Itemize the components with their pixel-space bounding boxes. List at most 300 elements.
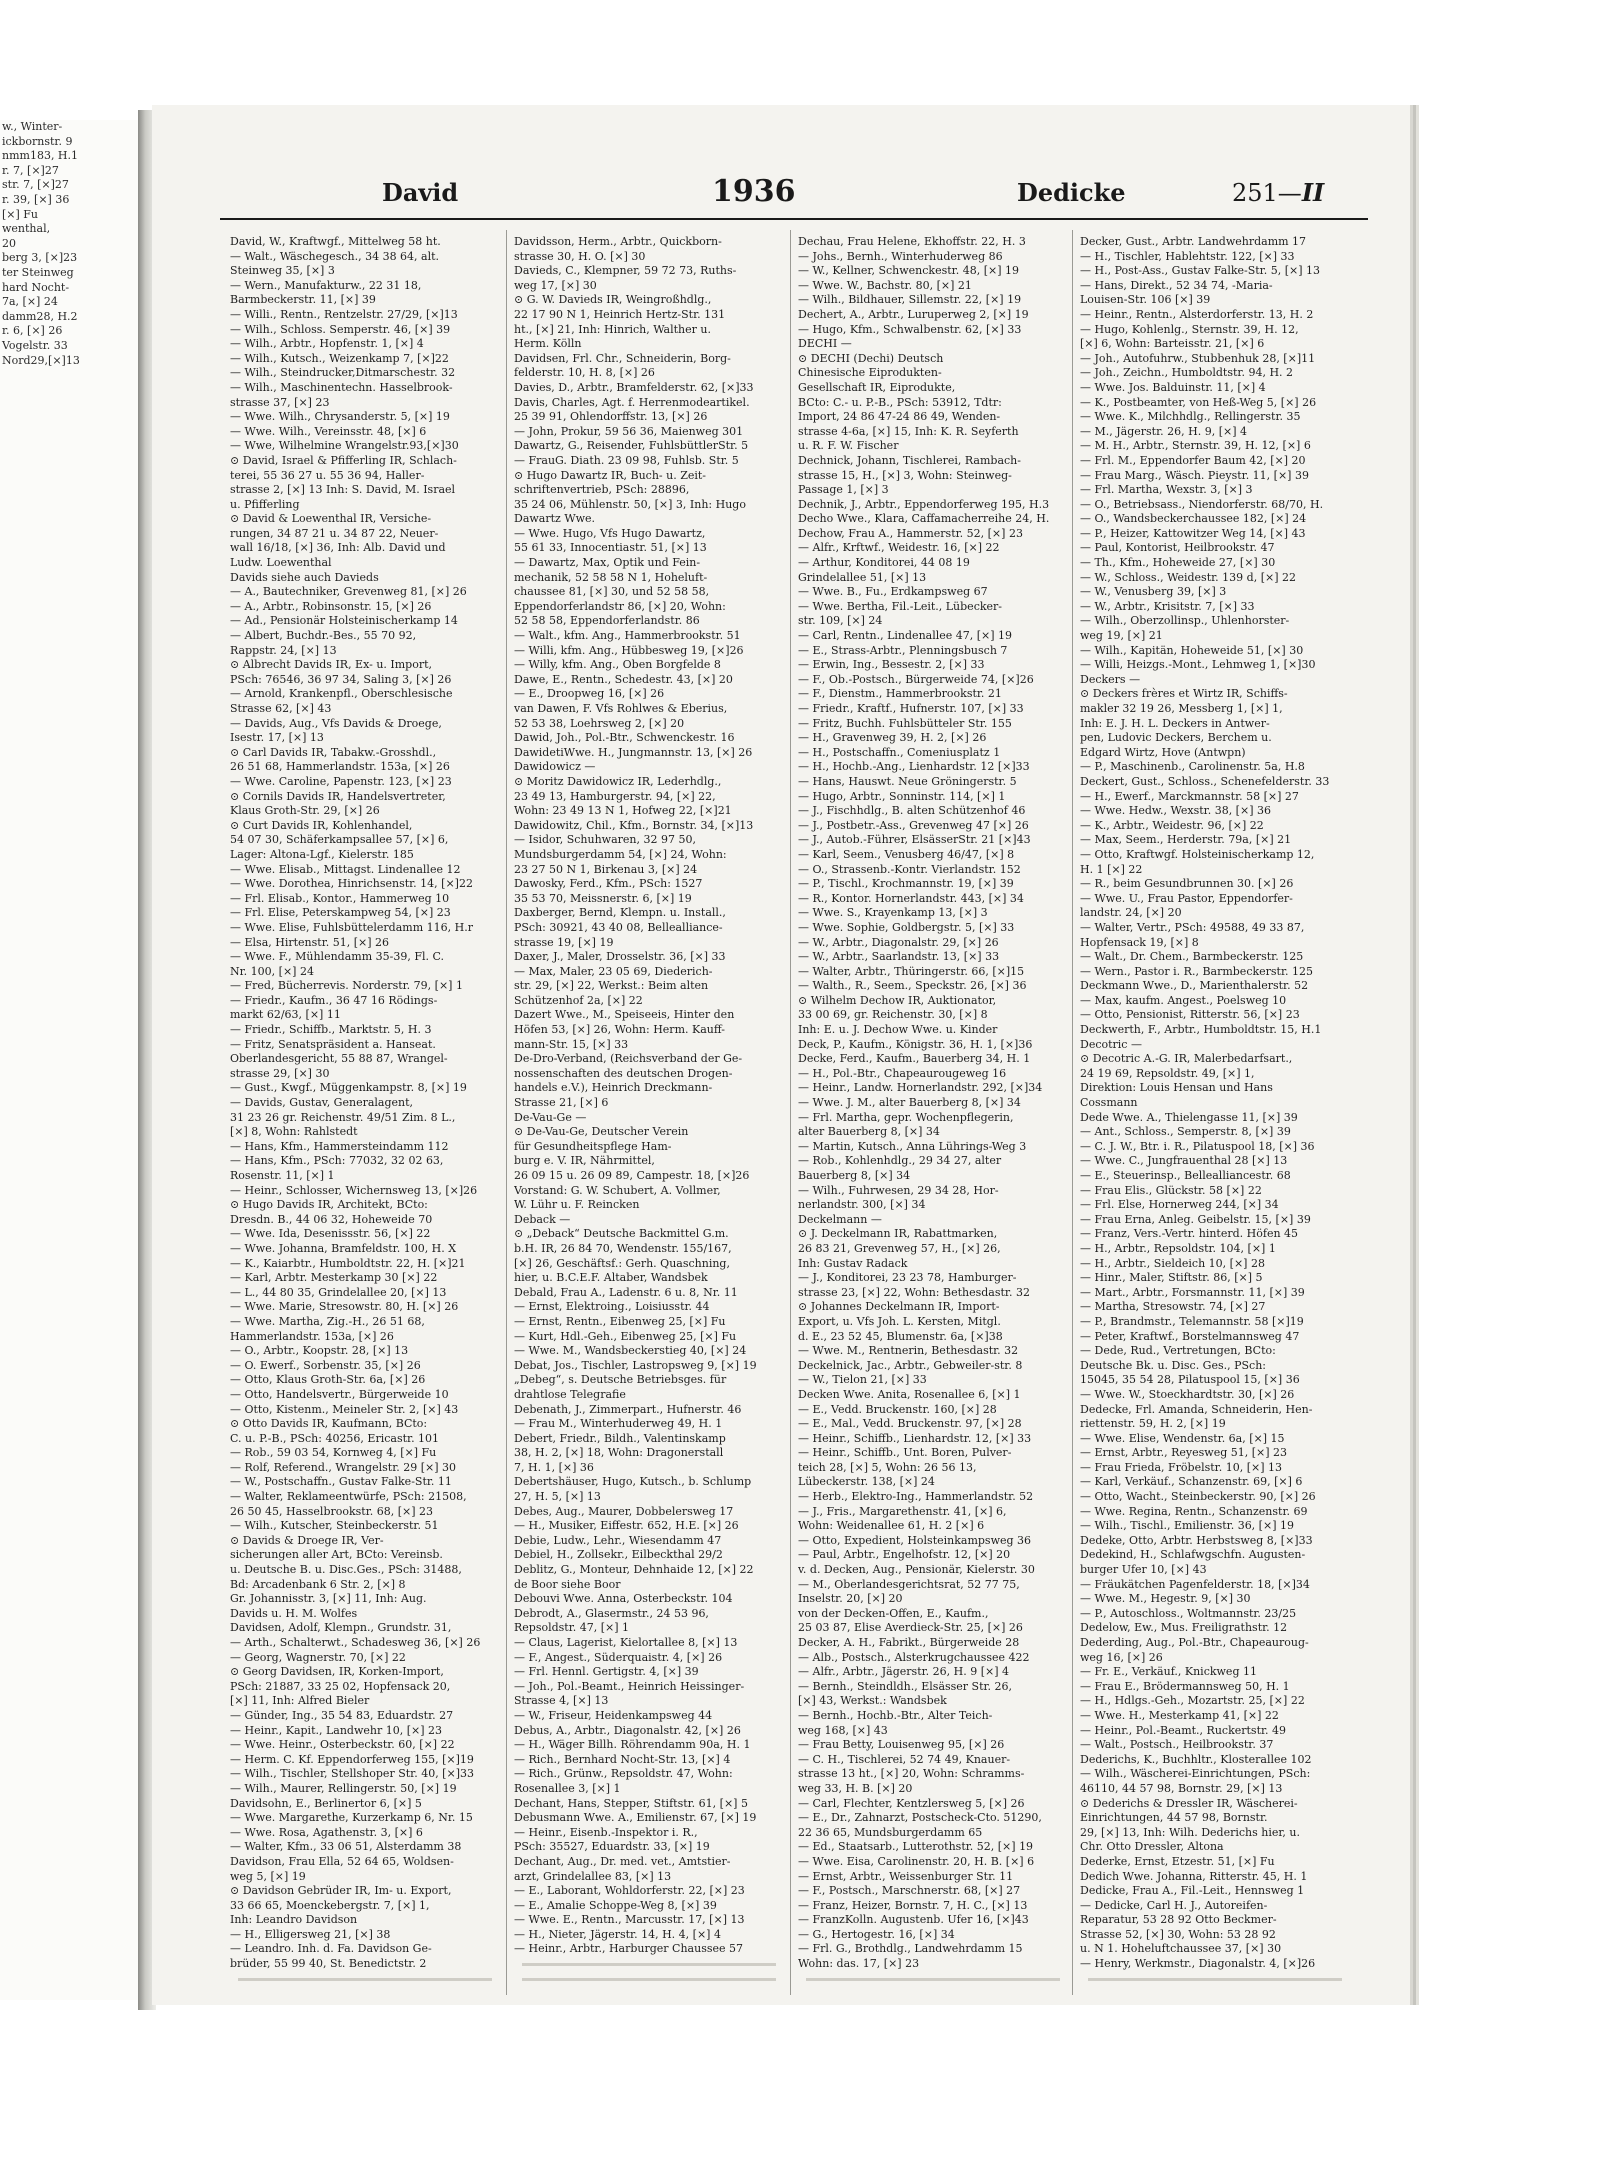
directory-entry-line: — E., Vedd. Bruckenstr. 160, [×] 28	[798, 1402, 997, 1416]
directory-entry-line: Barmbeckerstr. 11, [×] 39	[230, 293, 376, 307]
directory-entry-line: — W., Arbtr., Saarlandstr. 13, [×] 33	[798, 950, 1000, 964]
directory-entry-line: — Wilh., Tischler, Stellshoper Str. 40, [×]33	[230, 1767, 474, 1781]
directory-entry-line: — Rob., 59 03 54, Kornweg 4, [×] Fu	[230, 1446, 437, 1460]
left-page-line: r. 39, [×] 36	[2, 192, 70, 206]
directory-entry-line: Decho Wwe., Klara, Caffamacherreihe 24, H.	[798, 512, 1050, 526]
directory-entry-line: — Frau Elis., Glückstr. 58 [×] 22	[1080, 1183, 1262, 1197]
directory-entry-line: Dawidowitz, Chil., Kfm., Bornstr. 34, [×]13	[514, 818, 754, 832]
directory-entry-line: Herm. Kölln	[514, 337, 582, 351]
directory-entry-line: — Wwe. C., Jungfrauenthal 28 [×] 13	[1080, 1154, 1288, 1168]
directory-entry-line: 7, H. 1, [×] 36	[514, 1460, 594, 1474]
directory-entry-line: — A., Bautechniker, Grevenweg 81, [×] 26	[230, 585, 467, 599]
directory-entry-line: rungen, 34 87 21 u. 34 87 22, Neuer-	[230, 526, 439, 540]
directory-entry-line: — K., Postbeamter, von Heß-Weg 5, [×] 26	[1080, 395, 1317, 409]
directory-entry-line: — G., Hertogestr. 16, [×] 34	[798, 1927, 955, 1941]
directory-entry-line: ⊙ Dederichs & Dressler IR, Wäscherei-	[1080, 1796, 1298, 1810]
directory-entry-line: Dedecke, Frl. Amanda, Schneiderin, Hen-	[1080, 1402, 1313, 1416]
directory-entry-line: Höfen 53, [×] 26, Wohn: Herm. Kauff-	[514, 1023, 725, 1037]
directory-entry-line: — Erwin, Ing., Bessestr. 2, [×] 33	[798, 658, 985, 672]
directory-entry-line: — Frl. Else, Hornerweg 244, [×] 34	[1080, 1198, 1279, 1212]
directory-page	[152, 105, 1410, 2005]
directory-entry-line: — Wwe. Rosa, Agathenstr. 3, [×] 6	[230, 1825, 423, 1839]
directory-entry-line: — Franz, Heizer, Bornstr. 7, H. C., [×] 13	[798, 1898, 1028, 1912]
directory-entry-line: strasse 30, H. O. [×] 30	[514, 249, 646, 263]
directory-entry-line: Mundsburgerdamm 54, [×] 24, Wohn:	[514, 847, 727, 861]
directory-entry-line: weg 19, [×] 21	[1080, 629, 1163, 643]
directory-entry-line: — Frl. Martha, Wexstr. 3, [×] 3	[1080, 483, 1253, 497]
directory-entry-line: Dechant, Hans, Stepper, Stiftstr. 61, [×] 5	[514, 1796, 748, 1810]
directory-entry-line: — Wwe. Martha, Zig.-H., 26 51 68,	[230, 1314, 425, 1328]
directory-entry-line: — Friedr., Kraftf., Hufnerstr. 107, [×] 33	[798, 702, 1024, 715]
directory-entry-line: Dawe, E., Rentn., Schedestr. 43, [×] 20	[514, 672, 733, 686]
directory-entry-line: Debes, Aug., Maurer, Dobbelersweg 17	[514, 1504, 734, 1518]
directory-entry-line: — F., Dienstm., Hammerbrookstr. 21	[798, 687, 1002, 701]
directory-entry-line: — F., Ob.-Postsch., Bürgerweide 74, [×]26	[798, 672, 1034, 686]
directory-entry-line: — Wwe. M., Wandsbeckerstieg 40, [×] 24	[514, 1344, 747, 1358]
directory-entry-line: markt 62/63, [×] 11	[230, 1008, 341, 1022]
directory-entry-line: — K., Kaiarbtr., Humboldtstr. 22, H. [×]21	[230, 1256, 466, 1270]
directory-entry-line: Repsoldstr. 47, [×] 1	[514, 1621, 630, 1635]
directory-entry-line: — Heinr., Arbtr., Harburger Chaussee 57	[514, 1942, 743, 1956]
directory-entry-line: — Karl, Verkäuf., Schanzenstr. 69, [×] 6	[1080, 1475, 1303, 1489]
directory-entry-line: ⊙ „Deback“ Deutsche Backmittel G.m.	[514, 1227, 729, 1241]
directory-entry-line: Ludw. Loewenthal	[230, 556, 332, 570]
directory-entry-line: — Dedicke, Carl H. J., Autoreifen-	[1080, 1898, 1268, 1912]
faded-text-line	[1080, 1972, 1348, 1987]
directory-entry-line: — Frau Betty, Louisenweg 95, [×] 26	[798, 1738, 1005, 1752]
directory-entry-line: — M., Jägerstr. 26, H. 9, [×] 4	[1080, 424, 1247, 438]
column-1	[230, 235, 498, 1995]
directory-entry-line: — Karl, Arbtr. Mesterkamp 30 [×] 22	[230, 1271, 438, 1285]
directory-entry-line: — J., Konditorei, 23 23 78, Hamburger-	[798, 1271, 1017, 1285]
directory-entry-line: teich 28, [×] 5, Wohn: 26 56 13,	[798, 1460, 977, 1474]
directory-entry-line: ⊙ Johannes Deckelmann IR, Import-	[798, 1300, 1000, 1314]
directory-entry-line: makler 32 19 26, Messberg 1, [×] 1,	[1080, 702, 1283, 715]
directory-entry-line: — Georg, Wagnerstr. 70, [×] 22	[230, 1650, 406, 1664]
directory-entry-line: — Walter, Vertr., PSch: 49588, 49 33 87,	[1080, 920, 1305, 934]
directory-entry-line: Dawid, Joh., Pol.-Btr., Schwenckestr. 16	[514, 731, 735, 745]
directory-entry-line: Strasse 52, [×] 30, Wohn: 53 28 92	[1080, 1927, 1276, 1941]
directory-entry-line: strasse 23, [×] 22, Wohn: Bethesdastr. 32	[798, 1285, 1030, 1299]
directory-entry-line: ⊙ Otto Davids IR, Kaufmann, BCto:	[230, 1417, 428, 1431]
directory-entry-line: — Max, Seem., Herderstr. 79a, [×] 21	[1080, 833, 1292, 847]
directory-entry-line: u. R. F. W. Fischer	[798, 439, 899, 453]
left-page-line: r. 7, [×]27	[2, 163, 59, 177]
directory-entry-line: Davidsohn, E., Berlinertor 6, [×] 5	[230, 1796, 422, 1810]
directory-entry-line: ⊙ Hugo Dawartz IR, Buch- u. Zeit-	[514, 468, 707, 482]
directory-entry-line: Gr. Johannisstr. 3, [×] 11, Inh: Aug.	[230, 1592, 427, 1606]
directory-entry-line: — Mart., Arbtr., Forsmannstr. 11, [×] 39	[1080, 1285, 1305, 1299]
directory-entry-line: — P., Maschinenb., Carolinenstr. 5a, H.8	[1080, 760, 1305, 774]
left-page-line: [×] Fu	[2, 207, 39, 221]
directory-entry-line: — P., Tischl., Krochmannstr. 19, [×] 39	[798, 877, 1014, 891]
directory-entry-line: ⊙ Hugo Davids IR, Architekt, BCto:	[230, 1198, 428, 1212]
directory-entry-line: strasse 15, H., [×] 3, Wohn: Steinweg-	[798, 468, 1012, 482]
directory-entry-line: — Arth., Schalterwt., Schadesweg 36, [×] 26	[230, 1636, 481, 1649]
directory-entry-line: — Wwe. Elise, Fuhlsbüttelerdamm 116, H.r	[230, 920, 473, 934]
directory-entry-line: 38, H. 2, [×] 18, Wohn: Dragonerstall	[514, 1446, 724, 1460]
directory-entry-line: — Wern., Pastor i. R., Barmbeckerstr. 125	[1080, 964, 1314, 978]
directory-entry-line: — Wwe. S., Krayenkamp 13, [×] 3	[798, 906, 988, 920]
directory-entry-line: — Otto, Wacht., Steinbeckerstr. 90, [×] 26	[1080, 1490, 1316, 1504]
faded-text-line	[514, 1972, 782, 1987]
directory-entry-line: DawidetiWwe. H., Jungmannstr. 13, [×] 26	[514, 745, 753, 759]
directory-entry-line: ⊙ Deckers frères et Wirtz IR, Schiffs-	[1080, 687, 1288, 701]
directory-entry-line: — Hans, Kfm., Hammersteindamm 112	[230, 1139, 449, 1153]
directory-entry-line: — W., Arbtr., Krisitstr. 7, [×] 33	[1080, 599, 1255, 613]
directory-entry-line: Deckwerth, F., Arbtr., Humboldtstr. 15, H.1	[1080, 1023, 1322, 1037]
directory-entry-line: — Wwe. F., Mühlendamm 35-39, Fl. C.	[230, 950, 445, 964]
directory-entry-line: ⊙ G. W. Davieds IR, Weingroßhdlg.,	[514, 293, 712, 307]
running-header	[152, 174, 1410, 218]
directory-entry-line: Klaus Groth-Str. 29, [×] 26	[230, 804, 380, 818]
directory-entry-line: weg 5, [×] 19	[230, 1869, 306, 1883]
directory-entry-line: — L., 44 80 35, Grindelallee 20, [×] 13	[230, 1285, 447, 1299]
directory-entry-line: Dawartz Wwe.	[514, 512, 596, 526]
directory-entry-line: — John, Prokur, 59 56 36, Maienweg 301	[514, 424, 744, 438]
directory-entry-line: handels e.V.), Heinrich Dreckmann-	[514, 1081, 713, 1095]
directory-entry-line: Chr. Otto Dressler, Altona	[1080, 1840, 1224, 1854]
directory-entry-line: — Joh., Autofuhrw., Stubbenhuk 28, [×]11	[1080, 351, 1316, 365]
directory-entry-line: Debertshäuser, Hugo, Kutsch., b. Schlump	[514, 1475, 752, 1489]
left-page-line: 20	[2, 236, 16, 250]
directory-entry-line: — F., Postsch., Marschnerstr. 68, [×] 27	[798, 1884, 1021, 1898]
directory-entry-line: — Joh., Pol.-Beamt., Heinrich Heissinger-	[514, 1679, 745, 1693]
directory-entry-line: BCto: C.- u. P.-B., PSch: 53912, Tdtr:	[798, 395, 1002, 409]
directory-entry-line: — W., Venusberg 39, [×] 3	[1080, 585, 1227, 599]
directory-entry-line: ⊙ David, Israel & Pfifferling IR, Schlach-	[230, 453, 457, 467]
directory-entry-line: — H., Hdlgs.-Geh., Mozartstr. 25, [×] 22	[1080, 1694, 1305, 1708]
directory-entry-line: Grindelallee 51, [×] 13	[798, 570, 927, 584]
directory-entry-line: Oberlandesgericht, 55 88 87, Wrangel-	[230, 1052, 448, 1066]
directory-entry-line: 27, H. 5, [×] 13	[514, 1490, 601, 1504]
directory-entry-line: — H., Hochb.-Ang., Lienhardstr. 12 [×]33	[798, 760, 1030, 774]
page-number: 251—II	[1232, 178, 1325, 207]
left-page-line: r. 6, [×] 26	[2, 324, 63, 338]
directory-entry-line: ⊙ Decotric A.-G. IR, Malerbedarfsart.,	[1080, 1052, 1293, 1066]
directory-entry-line: mechanik, 52 58 58 N 1, Hoheluft-	[514, 570, 708, 584]
directory-entry-line: burg e. V. IR, Nährmittel,	[514, 1154, 655, 1168]
directory-entry-line: [×] 43, Werkst.: Wandsbek	[798, 1694, 947, 1708]
directory-entry-line: Debouvi Wwe. Anna, Osterbeckstr. 104	[514, 1592, 733, 1606]
directory-entry-line: — Otto, Klaus Groth-Str. 6a, [×] 26	[230, 1373, 426, 1387]
left-page-line: wenthal,	[2, 222, 51, 236]
directory-entry-line: Dresdn. B., 44 06 32, Hoheweide 70	[230, 1212, 433, 1226]
directory-entry-line: — Ed., Staatsarb., Lutterothstr. 52, [×] 19	[798, 1840, 1034, 1854]
directory-entry-line: Import, 24 86 47-24 86 49, Wenden-	[798, 410, 1001, 424]
directory-entry-line: 29, [×] 13, Inh: Wilh. Dederichs hier, u.	[1080, 1825, 1300, 1839]
directory-entry-line: — Martha, Stresowstr. 74, [×] 27	[1080, 1300, 1266, 1314]
directory-entry-line: Dawidowicz —	[514, 760, 596, 774]
directory-entry-line: H. 1 [×] 22	[1080, 862, 1143, 876]
directory-entry-line: — FranzKolln. Augustenb. Ufer 16, [×]43	[798, 1913, 1029, 1927]
directory-entry-line: Louisen-Str. 106 [×] 39	[1080, 293, 1211, 307]
directory-entry-line: Rosenallee 3, [×] 1	[514, 1781, 621, 1795]
directory-entry-line: ⊙ Davids & Droege IR, Ver-	[230, 1533, 384, 1547]
directory-entry-line: burger Ufer 10, [×] 43	[1080, 1563, 1207, 1577]
directory-entry-line: Decotric —	[1080, 1037, 1142, 1051]
directory-entry-line: brüder, 55 99 40, St. Benedictstr. 2	[230, 1957, 427, 1971]
directory-entry-line: — Frau Erna, Anleg. Geibelstr. 15, [×] 39	[1080, 1212, 1311, 1226]
directory-entry-line: 22 36 65, Mundsburgerdamm 65	[798, 1825, 983, 1839]
directory-entry-line: — FrauG. Diath. 23 09 98, Fuhlsb. Str. 5	[514, 453, 739, 467]
directory-entry-line: — Heinr., Schlosser, Wichernsweg 13, [×]26	[230, 1183, 478, 1197]
directory-entry-line: Debert, Friedr., Bildh., Valentinskamp	[514, 1431, 726, 1445]
directory-entry-line: Debie, Ludw., Lehr., Wiesendamm 47	[514, 1533, 722, 1547]
directory-entry-line: Daxer, J., Maler, Drosselstr. 36, [×] 33	[514, 950, 726, 964]
directory-entry-line: schriftenvertrieb, PSch: 28896,	[514, 483, 690, 497]
directory-entry-line: — Peter, Kraftwf., Borstelmannsweg 47	[1080, 1329, 1300, 1343]
directory-entry-line: Dawartz, G., Reisender, FuhlsbüttlerStr. 5	[514, 439, 749, 453]
directory-entry-line: b.H. IR, 26 84 70, Wendenstr. 155/167,	[514, 1241, 732, 1255]
directory-entry-line: — Fr. E., Verkäuf., Knickweg 11	[1080, 1665, 1257, 1679]
directory-entry-line: — Hans, Hauswt. Neue Gröningerstr. 5	[798, 774, 1017, 788]
directory-entry-line: Debald, Frau A., Ladenstr. 6 u. 8, Nr. 11	[514, 1285, 738, 1299]
directory-entry-line: — Walt., Postsch., Heilbrookstr. 37	[1080, 1738, 1274, 1752]
directory-entry-line: — Wwe. U., Frau Pastor, Eppendorfer-	[1080, 891, 1293, 905]
directory-entry-line: Davids u. H. M. Wolfes	[230, 1606, 358, 1620]
directory-entry-line: Dechau, Frau Helene, Ekhoffstr. 22, H. 3	[798, 235, 1026, 248]
directory-entry-line: ⊙ DECHI (Dechi) Deutsch	[798, 351, 944, 365]
directory-entry-line: — Johs., Bernh., Winterhuderweg 86	[798, 249, 1003, 263]
directory-entry-line: Dechnik, J., Arbtr., Eppendorferweg 195, H.3	[798, 497, 1050, 511]
directory-entry-line: Dederding, Aug., Pol.-Btr., Chapeauroug-	[1080, 1636, 1309, 1649]
directory-entry-line: PSch: 35527, Eduardstr. 33, [×] 19	[514, 1840, 710, 1854]
directory-entry-line: Hopfensack 19, [×] 8	[1080, 935, 1199, 949]
directory-entry-line: felderstr. 10, H. 8, [×] 26	[514, 366, 655, 380]
directory-entry-line: — Karl, Seem., Venusberg 46/47, [×] 8	[798, 847, 1015, 861]
directory-entry-line: Deckmann Wwe., D., Marienthalerstr. 52	[1080, 979, 1309, 993]
directory-entry-line: — Wwe. W., Bachstr. 80, [×] 21	[798, 278, 972, 292]
directory-entry-line: 22 17 90 N 1, Heinrich Hertz-Str. 131	[514, 307, 726, 321]
directory-entry-line: Einrichtungen, 44 57 98, Bornstr.	[1080, 1811, 1268, 1825]
directory-entry-line: — Heinr., Pol.-Beamt., Ruckertstr. 49	[1080, 1723, 1287, 1737]
directory-entry-line: 26 09 15 u. 26 09 89, Campestr. 18, [×]26	[514, 1169, 750, 1182]
directory-entry-line: 55 61 33, Innocentiastr. 51, [×] 13	[514, 541, 707, 555]
directory-entry-line: arzt, Grindelallee 83, [×] 13	[514, 1869, 672, 1883]
directory-entry-line: — Max, kaufm. Angest., Poelsweg 10	[1080, 993, 1287, 1007]
directory-entry-line: Deckers —	[1080, 672, 1141, 686]
directory-entry-line: Dechert, A., Arbtr., Luruperweg 2, [×] 19	[798, 307, 1029, 321]
directory-entry-line: — Rolf, Referend., Wrangelstr. 29 [×] 30	[230, 1460, 457, 1474]
directory-entry-line: Decke, Ferd., Kaufm., Bauerberg 34, H. 1	[798, 1052, 1031, 1066]
directory-entry-line: Nr. 100, [×] 24	[230, 964, 314, 978]
left-page-line: 7a, [×] 24	[2, 295, 58, 309]
directory-entry-line: chaussee 81, [×] 30, und 52 58 58,	[514, 585, 710, 599]
directory-entry-line: — Walter, Reklameentwürfe, PSch: 21508,	[230, 1490, 467, 1504]
directory-entry-line: — Wwe. Elisab., Mittagst. Lindenallee 12	[230, 862, 461, 876]
left-page-line: berg 3, [×]23	[2, 251, 78, 265]
directory-entry-line: — Frau M., Winterhuderweg 49, H. 1	[514, 1417, 723, 1431]
directory-entry-line: — Claus, Lagerist, Kielortallee 8, [×] 13	[514, 1636, 738, 1649]
directory-entry-line: — Wwe. J. M., alter Bauerberg 8, [×] 34	[798, 1096, 1021, 1110]
directory-entry-line: — Wwe. M., Rentnerin, Bethesdastr. 32	[798, 1344, 1019, 1358]
directory-entry-line: — E., Amalie Schoppe-Weg 8, [×] 39	[514, 1898, 717, 1912]
directory-entry-line: Inh: E. J. H. L. Deckers in Antwer-	[1080, 716, 1270, 730]
directory-entry-line: — W., Arbtr., Diagonalstr. 29, [×] 26	[798, 935, 999, 949]
directory-entry-line: Export, u. Vfs Joh. L. Kersten, Mitgl.	[798, 1314, 1001, 1328]
header-year: 1936	[712, 174, 796, 209]
directory-entry-line: — Wwe. Hugo, Vfs Hugo Dawartz,	[514, 526, 706, 540]
directory-entry-line: — W., Friseur, Heidenkampsweg 44	[514, 1708, 713, 1722]
directory-entry-line: ht., [×] 21, Inh: Hinrich, Walther u.	[514, 322, 711, 336]
directory-entry-line: — Wwe. Elise, Wendenstr. 6a, [×] 15	[1080, 1431, 1285, 1445]
header-rule	[220, 218, 1368, 220]
directory-entry-line: ⊙ Wilhelm Dechow IR, Auktionator,	[798, 993, 997, 1007]
directory-entry-line: — W., Postschaffn., Gustav Falke-Str. 11	[230, 1475, 452, 1489]
directory-entry-line: DECHI —	[798, 337, 852, 351]
directory-entry-line: — Ernst, Elektroing., Loisiusstr. 44	[514, 1300, 710, 1314]
directory-entry-line: — Wilh., Oberzollinsp., Uhlenhorster-	[1080, 614, 1290, 628]
directory-entry-line: 26 83 21, Grevenweg 57, H., [×] 26,	[798, 1241, 1001, 1255]
directory-entry-line: — Friedr., Schiffb., Marktstr. 5, H. 3	[230, 1023, 432, 1037]
directory-entry-line: 35 53 70, Meissnerstr. 6, [×] 19	[514, 891, 692, 905]
directory-entry-line: Deck, P., Kaufm., Königstr. 36, H. 1, [×]36	[798, 1037, 1033, 1051]
directory-entry-line: Davidsen, Adolf, Klempn., Grundstr. 31,	[230, 1621, 452, 1635]
directory-entry-line: — H., Arbtr., Repsoldstr. 104, [×] 1	[1080, 1241, 1276, 1255]
directory-entry-line: De-Vau-Ge —	[514, 1110, 587, 1124]
directory-entry-line: ⊙ Davidson Gebrüder IR, Im- u. Export,	[230, 1884, 452, 1898]
directory-entry-line: weg 17, [×] 30	[514, 278, 597, 292]
directory-entry-line: — Wwe. Jos. Balduinstr. 11, [×] 4	[1080, 380, 1266, 394]
directory-entry-line: weg 33, H. B. [×] 20	[798, 1781, 913, 1795]
directory-entry-line: Rappstr. 24, [×] 13	[230, 643, 337, 657]
directory-entry-line: — Walth., R., Seem., Speckstr. 26, [×] 36	[798, 979, 1027, 993]
directory-entry-line: terei, 55 36 27 u. 55 36 94, Haller-	[230, 468, 425, 482]
directory-entry-line: — Heinr., Landw. Hornerlandstr. 292, [×]34	[798, 1081, 1043, 1095]
directory-entry-line: Gesellschaft IR, Eiprodukte,	[798, 380, 956, 394]
directory-entry-line: David, W., Kraftwgf., Mittelweg 58 ht.	[230, 235, 441, 248]
directory-entry-line: Debusmann Wwe. A., Emilienstr. 67, [×] 19	[514, 1811, 757, 1825]
directory-entry-line: weg 16, [×] 26	[1080, 1650, 1163, 1664]
directory-entry-line: Reparatur, 53 28 92 Otto Beckmer-	[1080, 1913, 1277, 1927]
column-3	[798, 235, 1066, 1995]
directory-entry-line: ⊙ Georg Davidsen, IR, Korken-Import,	[230, 1665, 444, 1679]
directory-entry-line: — Frl. Hennl. Gertigstr. 4, [×] 39	[514, 1665, 699, 1679]
directory-entry-line: — Frau Marg., Wäsch. Pieystr. 11, [×] 39	[1080, 468, 1309, 482]
directory-entry-line: — Wwe. Regina, Rentn., Schanzenstr. 69	[1080, 1504, 1308, 1518]
directory-entry-line: — O., Strassenb.-Kontr. Vierlandstr. 152	[798, 862, 1021, 876]
directory-entry-line: — Alfr., Krftwf., Weidestr. 16, [×] 22	[798, 541, 1000, 555]
directory-entry-line: — Paul, Kontorist, Heilbrookstr. 47	[1080, 541, 1275, 555]
directory-entry-line: „Debeg“, s. Deutsche Betriebsges. für	[514, 1373, 727, 1387]
directory-entry-line: Davids siehe auch Davieds	[230, 570, 379, 584]
directory-entry-line: — Hugo, Kfm., Schwalbenstr. 62, [×] 33	[798, 322, 1022, 336]
directory-entry-line: — Fräukätchen Pagenfelderstr. 18, [×]34	[1080, 1577, 1310, 1591]
directory-entry-line: — Herm. C. Kf. Eppendorferweg 155, [×]19	[230, 1752, 474, 1766]
directory-entry-line: — Wilh., Wäscherei-Einrichtungen, PSch:	[1080, 1767, 1311, 1781]
directory-entry-line: — W., Kellner, Schwenckestr. 48, [×] 19	[798, 264, 1019, 278]
directory-entry-line: — H., Elligersweg 21, [×] 38	[230, 1927, 391, 1941]
directory-entry-line: ⊙ Albrecht Davids IR, Ex- u. Import,	[230, 658, 433, 672]
directory-entry-line: — Otto, Handelsvertr., Bürgerweide 10	[230, 1387, 449, 1401]
directory-entry-line: Dedekind, H., Schlafwgschfn. Augusten-	[1080, 1548, 1306, 1562]
directory-entry-line: mann-Str. 15, [×] 33	[514, 1037, 629, 1051]
directory-entry-line: — Hugo, Arbtr., Sonninstr. 114, [×] 1	[798, 789, 1006, 803]
directory-entry-line: — Heinr., Schiffb., Unt. Boren, Pulver-	[798, 1446, 1012, 1460]
directory-entry-line: — Otto, Kistenm., Meineler Str. 2, [×] 43	[230, 1402, 459, 1416]
directory-entry-line: — Wilh., Steindrucker,Ditmarschestr. 32	[230, 366, 456, 380]
directory-entry-line: — Max, Maler, 23 05 69, Diederich-	[514, 964, 713, 978]
directory-entry-line: — H., Tischler, Hablehtstr. 122, [×] 33	[1080, 249, 1295, 263]
directory-entry-line: — Wilh., Arbtr., Hopfenstr. 1, [×] 4	[230, 337, 424, 351]
left-page-line: Nord29,[×]13	[2, 353, 80, 367]
directory-entry-line: — Frau E., Brödermannsweg 50, H. 1	[1080, 1679, 1290, 1693]
directory-entry-line: drahtlose Telegrafie	[514, 1387, 626, 1401]
directory-entry-line: 25 03 87, Elise Averdieck-Str. 25, [×] 26	[798, 1621, 1023, 1635]
directory-entry-line: — Wilh., Tischl., Emilienstr. 36, [×] 19	[1080, 1519, 1294, 1533]
directory-entry-line: — Dede, Rud., Vertretungen, BCto:	[1080, 1344, 1276, 1358]
directory-entry-line: ⊙ Cornils Davids IR, Handelsvertreter,	[230, 789, 446, 803]
directory-entry-line: Decken Wwe. Anita, Rosenallee 6, [×] 1	[798, 1387, 1021, 1401]
directory-entry-line: Inselstr. 20, [×] 20	[798, 1592, 903, 1606]
directory-entry-line: Vorstand: G. W. Schubert, A. Vollmer,	[514, 1183, 721, 1197]
directory-entry-line: Schützenhof 2a, [×] 22	[514, 993, 643, 1007]
directory-entry-line: 25 39 91, Ohlendorffstr. 13, [×] 26	[514, 410, 708, 424]
column-divider	[1072, 230, 1073, 1995]
directory-entry-line: Davidsson, Herm., Arbtr., Quickborn-	[514, 235, 722, 248]
directory-entry-line: — Carl, Flechter, Kentzlersweg 5, [×] 26	[798, 1796, 1025, 1810]
directory-entry-line: — E., Mal., Vedd. Bruckenstr. 97, [×] 28	[798, 1417, 1022, 1431]
directory-entry-line: — Leandro. Inh. d. Fa. Davidson Ge-	[230, 1942, 432, 1956]
directory-entry-line: — Dawartz, Max, Optik und Fein-	[514, 556, 701, 570]
directory-entry-line: — Frl. Elise, Peterskampweg 54, [×] 23	[230, 906, 451, 920]
directory-entry-line: — O., Arbtr., Koopstr. 28, [×] 13	[230, 1344, 409, 1358]
directory-entry-line: nossenschaften des deutschen Drogen-	[514, 1066, 733, 1080]
directory-entry-line: — Hans, Kfm., PSch: 77032, 32 02 63,	[230, 1154, 444, 1168]
directory-entry-line: weg 168, [×] 43	[798, 1723, 888, 1737]
directory-entry-line: Debiel, H., Zollsekr., Eilbeckthal 29/2	[514, 1548, 723, 1562]
directory-entry-line: Daxberger, Bernd, Klempn. u. Install.,	[514, 906, 726, 920]
directory-entry-line: u. Pfifferling	[230, 497, 300, 511]
directory-entry-line: Bauerberg 8, [×] 34	[798, 1169, 911, 1182]
left-page-edge	[0, 120, 141, 2000]
directory-entry-line: strasse 19, [×] 19	[514, 935, 614, 949]
directory-entry-line: — E., Steuerinsp., Bellealliancestr. 68	[1080, 1169, 1291, 1182]
column-divider	[506, 230, 507, 1995]
directory-entry-line: v. d. Decken, Aug., Pensionär, Kielerstr. 30	[798, 1563, 1035, 1577]
directory-entry-line: — K., Arbtr., Weidestr. 96, [×] 22	[1080, 818, 1264, 832]
directory-entry-line: — Wwe. Eisa, Carolinenstr. 20, H. B. [×] 6	[798, 1854, 1035, 1868]
directory-entry-line: Deutsche Bk. u. Disc. Ges., PSch:	[1080, 1358, 1267, 1372]
directory-entry-line: Strasse 21, [×] 6	[514, 1096, 609, 1110]
directory-entry-line: Debrodt, A., Glasermstr., 24 53 96,	[514, 1606, 709, 1620]
directory-entry-line: — H., Post-Ass., Gustav Falke-Str. 5, [×] 13	[1080, 264, 1321, 278]
directory-entry-line: — J., Fischhdlg., B. alten Schützenhof 46	[798, 804, 1026, 818]
directory-entry-line: — Rich., Bernhard Nocht-Str. 13, [×] 4	[514, 1752, 731, 1766]
directory-entry-line: Rosenstr. 11, [×] 1	[230, 1169, 335, 1182]
directory-entry-line: — Fritz, Senatspräsident a. Hanseat.	[230, 1037, 436, 1051]
directory-entry-line: — Ernst, Rentn., Eibenweg 25, [×] Fu	[514, 1314, 726, 1328]
directory-entry-line: 52 58 58, Eppendorferlandstr. 86	[514, 614, 700, 628]
directory-entry-line: C. u. P.-B., PSch: 40256, Ericastr. 101	[230, 1431, 440, 1445]
directory-entry-line: — E., Strass-Arbtr., Plenningsbusch 7	[798, 643, 1008, 657]
directory-entry-line: — E., Laborant, Wohldorferstr. 22, [×] 23	[514, 1884, 745, 1898]
directory-entry-line: strasse 2, [×] 13 Inh: S. David, M. Israel	[230, 483, 456, 497]
directory-entry-line: — Günder, Ing., 35 54 83, Eduardstr. 27	[230, 1708, 454, 1722]
header-last-name: Dedicke	[1017, 178, 1126, 207]
directory-entry-line: Lübeckerstr. 138, [×] 24	[798, 1475, 935, 1489]
directory-entry-line: — Alb., Postsch., Alsterkrugchaussee 422	[798, 1650, 1030, 1664]
directory-entry-line: Wohn: 23 49 13 N 1, Hofweg 22, [×]21	[514, 804, 732, 818]
directory-entry-line: — Wwe. Dorothea, Hinrichsenstr. 14, [×]22	[230, 877, 473, 891]
directory-entry-line: — H., Musiker, Eiffestr. 652, H.E. [×] 26	[514, 1519, 739, 1533]
directory-entry-line: Dedelow, Ew., Mus. Freiligrathstr. 12	[1080, 1621, 1288, 1635]
directory-entry-line: — Wwe. Heinr., Osterbeckstr. 60, [×] 22	[230, 1738, 455, 1752]
directory-entry-line: — Walt., Wäschegesch., 34 38 64, alt.	[230, 249, 440, 263]
directory-entry-line: Passage 1, [×] 3	[798, 483, 889, 497]
directory-entry-line: — Heinr., Rentn., Alsterdorferstr. 13, H. 2	[1080, 307, 1314, 321]
